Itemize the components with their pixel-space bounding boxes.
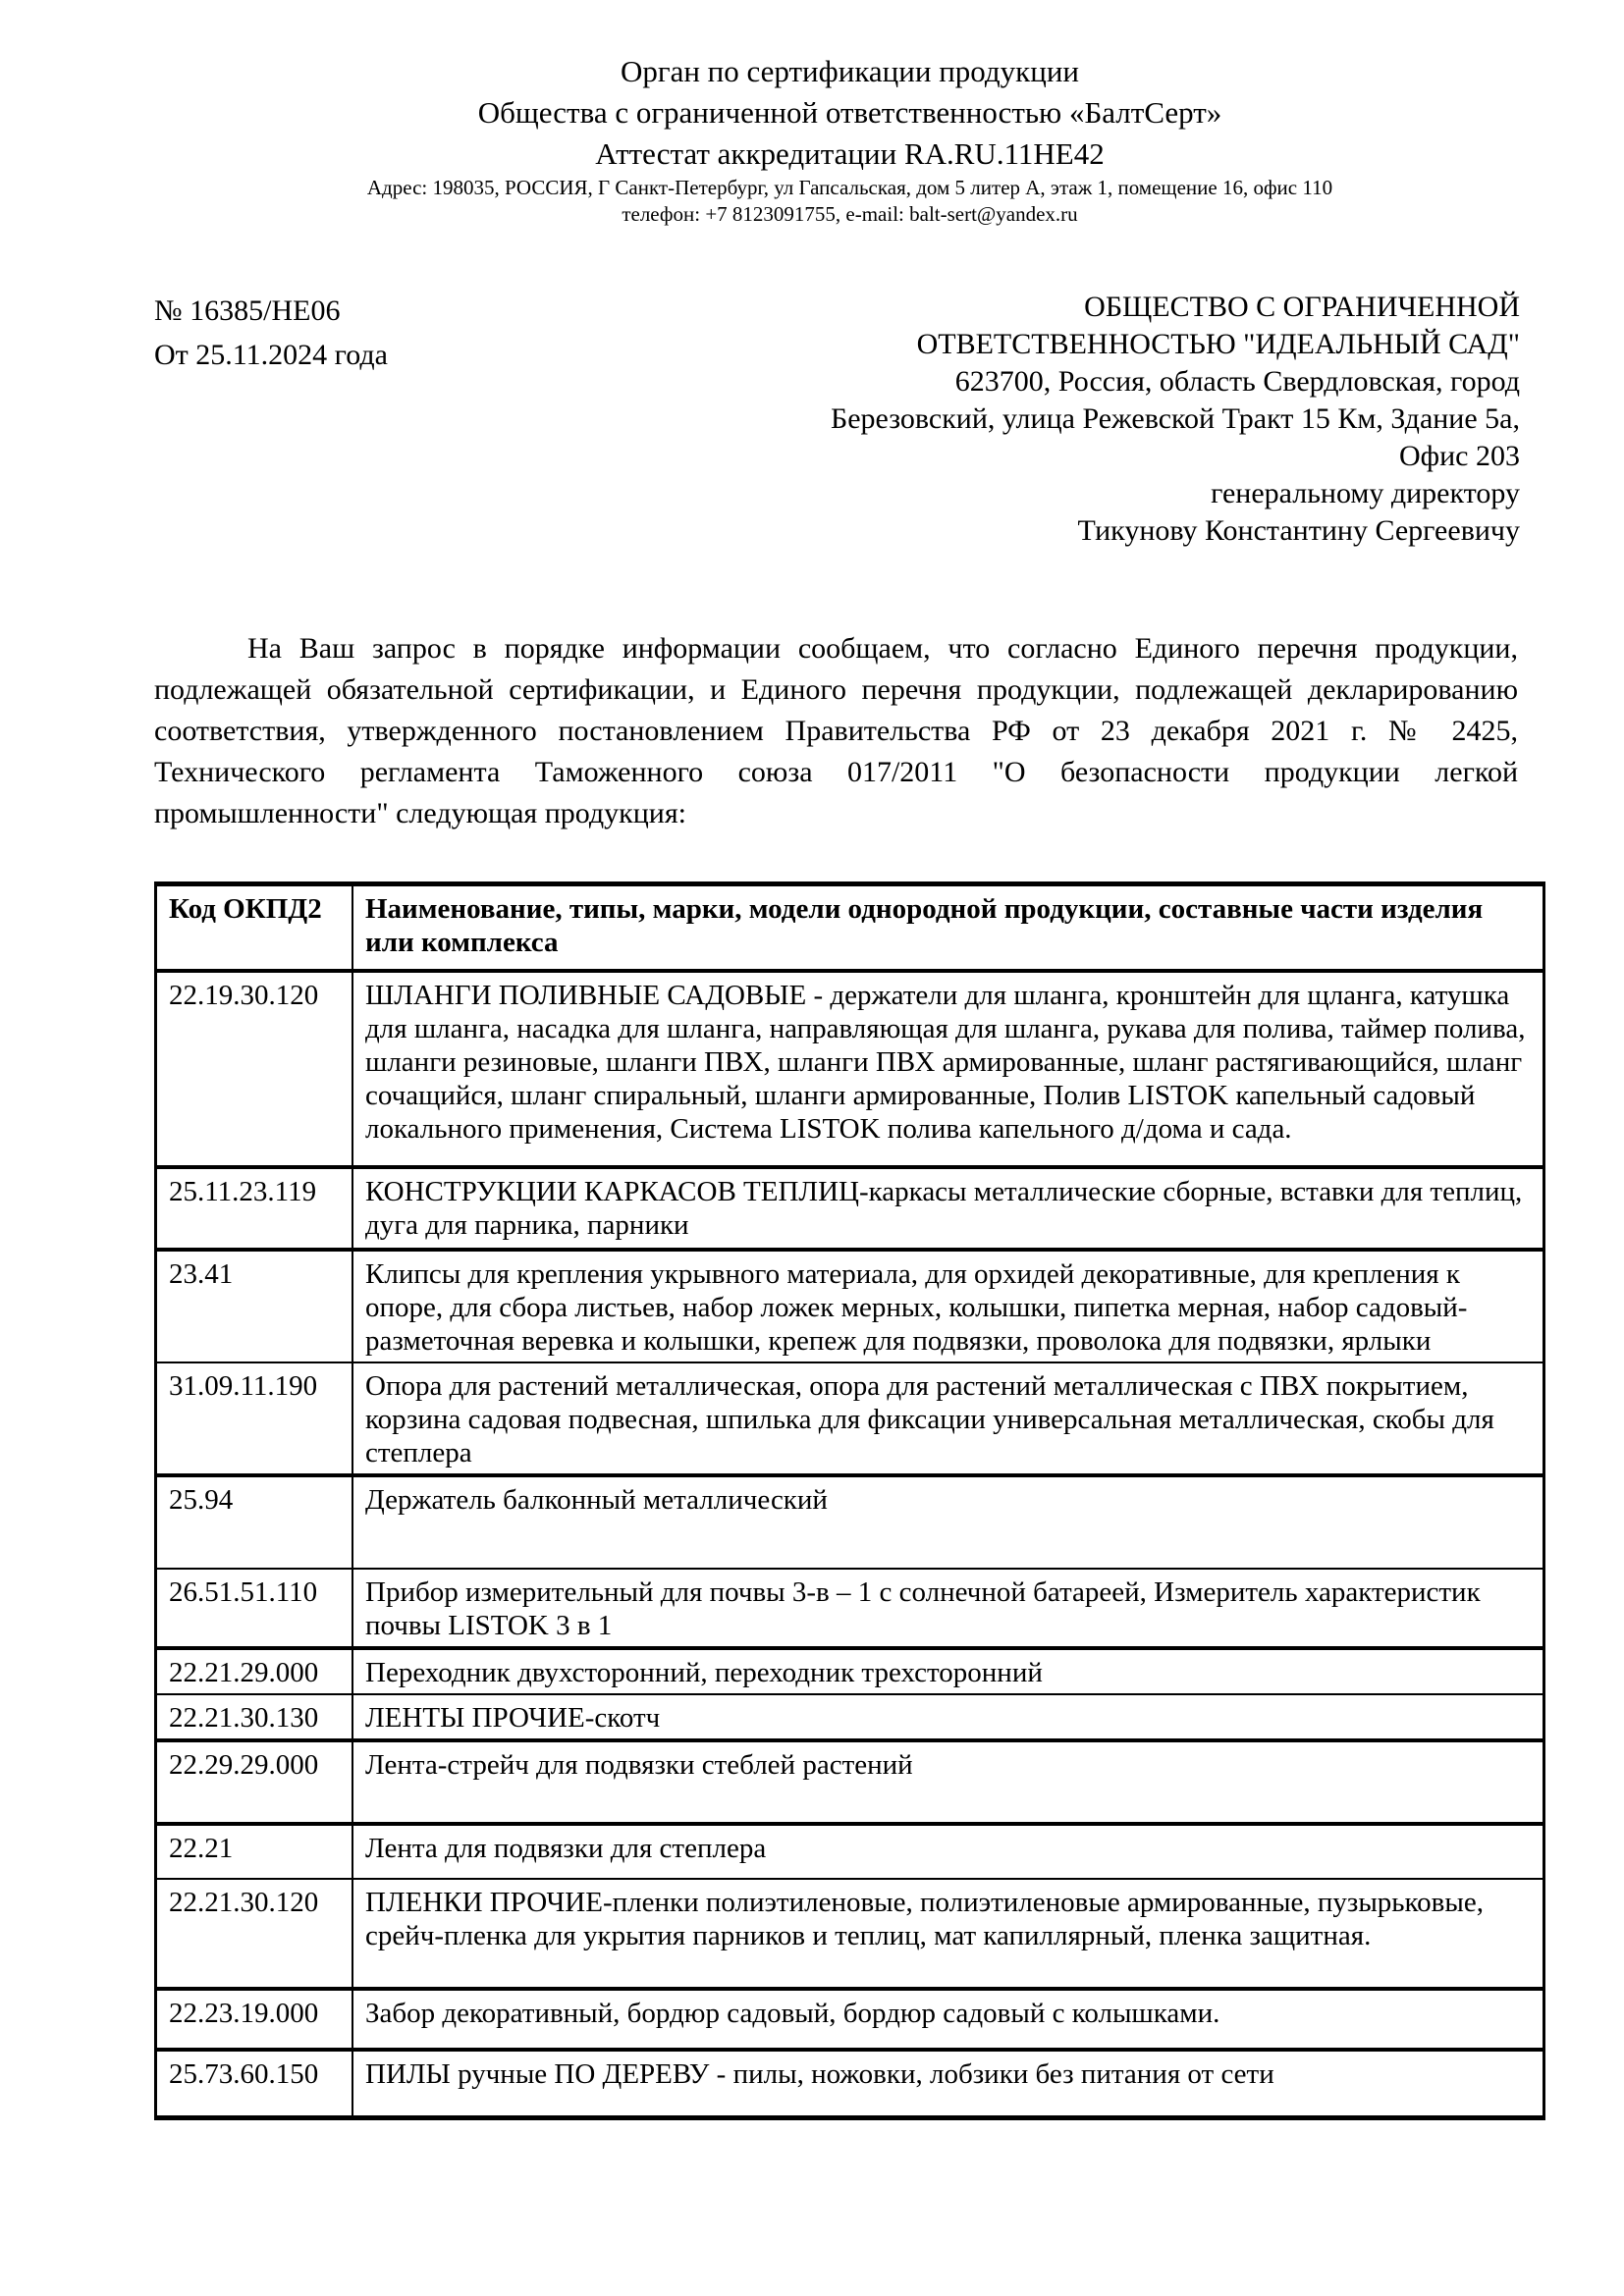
product-desc-cell: Забор декоративный, бордюр садовый, бордюр садовый с колышками. (365, 1997, 1220, 2029)
reference-block (154, 289, 388, 377)
okpd2-code-cell: 22.29.29.000 (156, 1740, 353, 1824)
table-row (156, 1989, 1544, 2050)
okpd2-code-cell: 23.41 (156, 1250, 353, 1362)
products-table-body (156, 971, 1544, 2118)
recipient-line: Офис 203 (1399, 440, 1520, 472)
product-desc-cell: ПИЛЫ ручные ПО ДЕРЕВУ - пилы, ножовки, лобзики без питания от сети (365, 2057, 1274, 2090)
okpd2-code-cell: 25.11.23.119 (156, 1167, 353, 1250)
product-desc-cell: Лента для подвязки для степлера (365, 1832, 767, 1864)
okpd2-code-cell: 22.23.19.000 (156, 1989, 353, 2050)
product-desc-cell: Переходник двухсторонний, переходник трехсторонний (365, 1656, 1043, 1688)
table-row (156, 2050, 1544, 2118)
recipient-line: генеральному директору (1211, 477, 1520, 509)
okpd2-code-cell: 22.21.30.130 (156, 1694, 353, 1740)
product-desc-cell: ЛЕНТЫ ПРОЧИЕ-скотч (365, 1701, 661, 1734)
letterhead (154, 51, 1545, 228)
okpd2-code-cell: 22.21 (156, 1824, 353, 1879)
doc-number: № 16385/НЕ06 (154, 294, 341, 327)
okpd2-code-cell: 31.09.11.190 (156, 1362, 353, 1475)
product-desc-cell: Держатель балконный металлический (365, 1483, 828, 1516)
doc-date: От 25.11.2024 года (154, 339, 388, 371)
meta-section (154, 289, 1545, 550)
product-desc-cell: ШЛАНГИ ПОЛИВНЫЕ САДОВЫЕ - держатели для шланга, кронштейн для щланга, катушка для шланга, насадка для шланга, направляющая для шланга, рукава для полива, таймер полива, шланги резиновые, шланги ПВХ, шланги ПВХ армированные, шланг растягивающийся, шланг сочащийся, шланг спиральный, шланги армированные, Полив LISTOK капельный садовый локального применения, Система LISTOK полива капельного д/дома и сада. (365, 979, 1526, 1145)
recipient-line: Тикунову Константину Сергеевичу (1077, 514, 1520, 547)
body-paragraph: На Ваш запрос в порядке информации сообщаем, что согласно Единого перечня продукции, подлежащей обязательной сертификации, и Единого перечня продукции, подлежащей декларированию соответствия, утвержденного постановлением Правительства РФ от 23 декабря 2021 г. № 2425, Технического регламента Таможенного союза 017/2011 "О безопасности продукции легкой промышленности" следующая продукция: (154, 632, 1518, 829)
okpd2-code-cell: 22.21.29.000 (156, 1648, 353, 1694)
col-header-okpd2-code: Код ОКПД2 (156, 884, 353, 971)
product-desc-cell: Лента-стрейч для подвязки стеблей растений (365, 1748, 913, 1781)
product-desc-cell: Опора для растений металлическая, опора для растений металлическая с ПВХ покрытием, корзина садовая подвесная, шпилька для фиксации универсальная металлическая, скобы для степлера (365, 1369, 1494, 1468)
letterhead-org-line1: Орган по сертификации продукции (620, 54, 1079, 88)
okpd2-code-cell: 22.19.30.120 (156, 971, 353, 1167)
product-desc-cell: ПЛЕНКИ ПРОЧИЕ-пленки полиэтиленовые, полиэтиленовые армированные, пузырьковые, срейч-пленка для укрытия парников и теплиц, мат капиллярный, пленка защитная. (365, 1886, 1484, 1951)
table-row (156, 1569, 1544, 1648)
table-row (156, 1250, 1544, 1362)
letterhead-accreditation: Аттестат аккредитации RA.RU.11НЕ42 (595, 136, 1105, 171)
product-desc-cell: Прибор измерительный для почвы 3-в – 1 с солнечной батареей, Измеритель характеристик почвы LISTOK 3 в 1 (365, 1575, 1481, 1641)
okpd2-code-cell: 25.73.60.150 (156, 2050, 353, 2118)
table-row (156, 971, 1544, 1167)
product-desc-cell: КОНСТРУКЦИИ КАРКАСОВ ТЕПЛИЦ-каркасы металлические сборные, вставки для теплиц, дуга для парника, парники (365, 1175, 1523, 1241)
okpd2-code-cell: 26.51.51.110 (156, 1569, 353, 1648)
table-row (156, 1648, 1544, 1694)
table-row (156, 1740, 1544, 1824)
recipient-line: ОТВЕТСТВЕННОСТЬЮ "ИДЕАЛЬНЫЙ САД" (916, 328, 1520, 360)
product-desc-cell: Клипсы для крепления укрывного материала, для орхидей декоративные, для крепления к опоре, для сбора листьев, набор ложек мерных, колышки, пипетка мерная, набор садовый-разметочная веревка и колышки, крепеж для подвязки, проволока для подвязки, ярлыки (365, 1257, 1468, 1357)
products-table (154, 881, 1545, 2120)
products-table-head (156, 884, 1544, 971)
table-row (156, 1167, 1544, 1250)
recipient-line: Березовский, улица Режевской Тракт 15 Км, Здание 5а, (830, 402, 1520, 435)
recipient-line: ОБЩЕСТВО С ОГРАНИЧЕННОЙ (1084, 291, 1520, 323)
recipient-line: 623700, Россия, область Свердловская, город (954, 365, 1520, 398)
letterhead-contacts: телефон: +7 8123091755, e-mail: balt-sert@yandex.ru (622, 202, 1078, 226)
table-row (156, 1824, 1544, 1879)
table-row (156, 1362, 1544, 1475)
letterhead-address: Адрес: 198035, РОССИЯ, Г Санкт-Петербург, ул Гапсальская, дом 5 литер А, этаж 1, помещение 16, офис 110 (366, 176, 1333, 199)
recipient-block (831, 289, 1520, 550)
table-header-row (156, 884, 1544, 971)
table-row (156, 1694, 1544, 1740)
table-row (156, 1475, 1544, 1569)
letterhead-org-line2: Общества с ограниченной ответственностью «БалтСерт» (477, 95, 1222, 130)
okpd2-code-cell: 25.94 (156, 1475, 353, 1569)
col-header-product-name: Наименование, типы, марки, модели однородной продукции, составные части изделия или комплекса (365, 893, 1484, 958)
table-row (156, 1879, 1544, 1989)
okpd2-code-cell: 22.21.30.120 (156, 1879, 353, 1989)
